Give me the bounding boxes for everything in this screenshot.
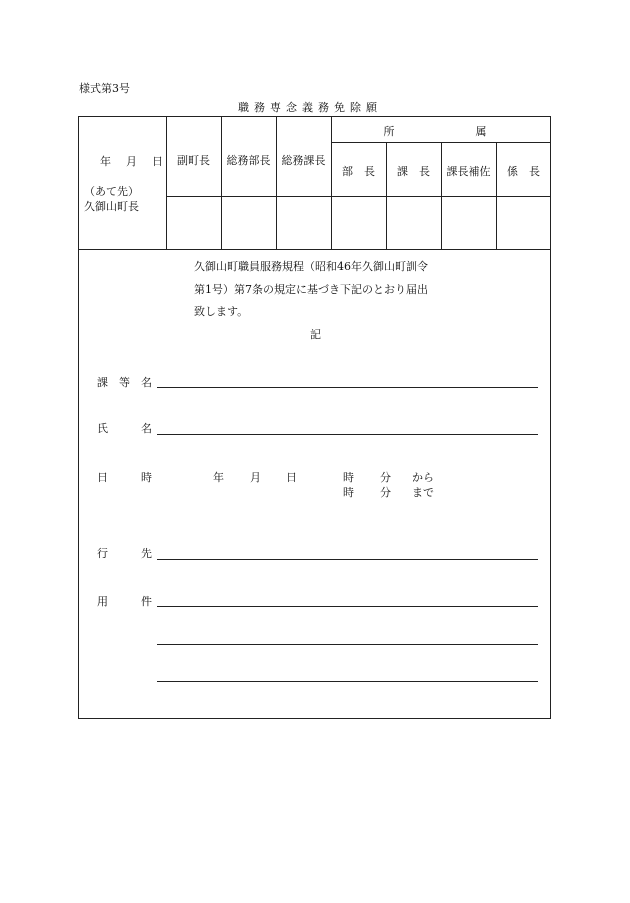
business-line-3[interactable] — [157, 681, 538, 682]
body-line-3: 致します。 — [194, 305, 249, 318]
grid-line — [78, 249, 551, 250]
approver-deputy-mayor: 副町長 — [177, 154, 210, 167]
addressee-to-label: （あて先） — [84, 185, 139, 198]
date-year: 年 — [213, 471, 224, 484]
approver-general-affairs-director: 総務部長 — [226, 154, 271, 167]
business-line-1[interactable] — [157, 606, 538, 607]
date-month: 月 — [250, 471, 261, 484]
business-line-2[interactable] — [157, 644, 538, 645]
destination-label: 行 先 — [97, 547, 152, 560]
grid-line — [166, 116, 167, 249]
dept-col-assistant-manager: 課長補佐 — [446, 165, 491, 178]
datetime-label: 日 時 — [97, 471, 152, 484]
grid-line — [221, 116, 222, 249]
name-line[interactable] — [157, 434, 538, 435]
section-line[interactable] — [157, 387, 538, 388]
grid-line — [166, 196, 551, 197]
form-number: 様式第3号 — [79, 82, 130, 95]
business-label: 用 件 — [97, 595, 152, 608]
request-form — [78, 116, 551, 719]
form-title: 職務専念義務免除願 — [238, 101, 382, 114]
destination-line[interactable] — [157, 559, 538, 560]
dept-col-manager: 課 長 — [397, 165, 430, 178]
body-line-1: 久御山町職員服務規程（昭和46年久御山町訓令 — [194, 260, 428, 273]
grid-line — [276, 116, 277, 249]
time-to-hour: 時 — [343, 486, 354, 499]
grid-line — [331, 142, 551, 143]
ki-heading: 記 — [310, 328, 321, 341]
body-line-2: 第1号）第7条の規定に基づき下記のとおり届出 — [194, 283, 428, 296]
section-label: 課 等 名 — [97, 376, 152, 389]
addressee: 久御山町長 — [84, 200, 139, 213]
time-from-hour: 時 — [343, 471, 354, 484]
time-to-suffix: まで — [412, 486, 434, 499]
dept-col-chief: 係 長 — [507, 165, 540, 178]
department-group-label: 所 属 — [383, 125, 499, 138]
approver-general-affairs-chief: 総務課長 — [281, 154, 326, 167]
dept-col-director: 部 長 — [342, 165, 375, 178]
time-from-suffix: から — [412, 471, 434, 484]
time-to-minute: 分 — [380, 486, 391, 499]
time-from-minute: 分 — [380, 471, 391, 484]
name-label: 氏 名 — [97, 422, 152, 435]
date-label: 年 月 日 — [100, 155, 165, 168]
date-day: 日 — [286, 471, 297, 484]
